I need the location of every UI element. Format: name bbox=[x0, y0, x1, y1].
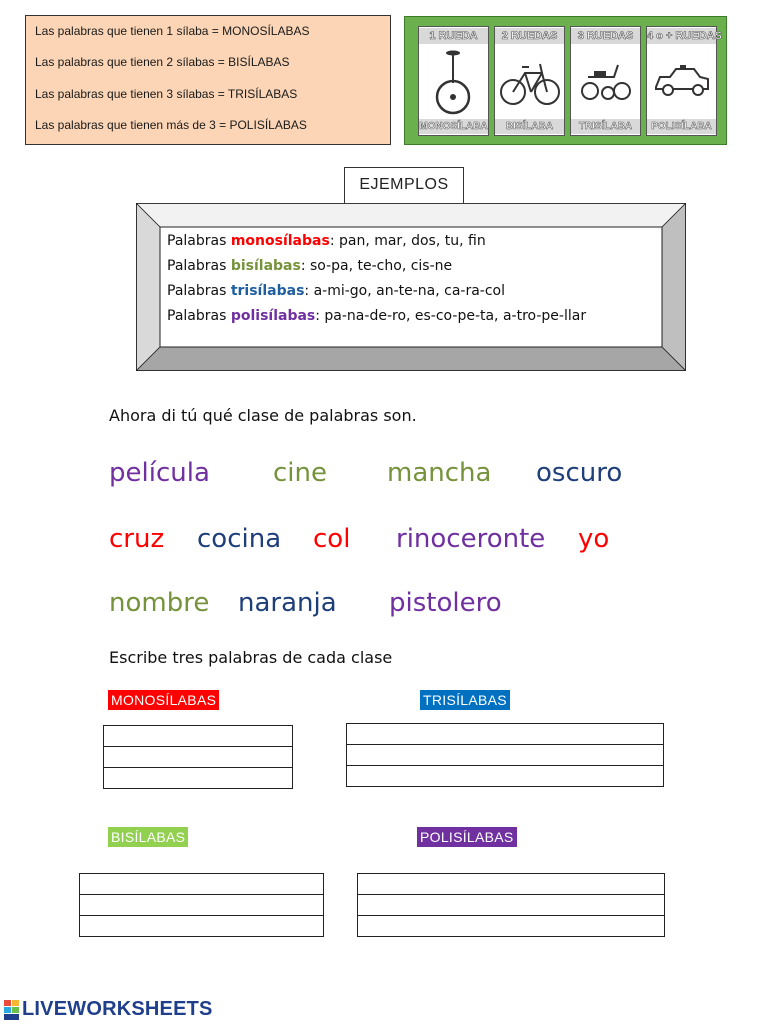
answer-input[interactable] bbox=[79, 915, 324, 937]
panel-title: 2 RUEDAS bbox=[495, 28, 564, 44]
answer-input[interactable] bbox=[346, 723, 664, 745]
example-prefix: Palabras bbox=[167, 308, 231, 324]
answer-box-bisilabas bbox=[79, 873, 324, 937]
tricycle-icon bbox=[574, 47, 637, 117]
panel-footer: MONOSÍLABA bbox=[419, 121, 488, 132]
category-label-monosilabas: MONOSÍLABAS bbox=[108, 690, 219, 710]
category-label-trisilabas: TRISÍLABAS bbox=[420, 690, 510, 710]
answer-input[interactable] bbox=[103, 725, 293, 747]
word-item[interactable]: cruz bbox=[109, 524, 165, 554]
panel-footer: TRISÍLABA bbox=[571, 119, 640, 134]
example-highlight-polisilabas: polisílabas bbox=[230, 308, 316, 324]
word-item[interactable]: película bbox=[109, 458, 210, 488]
answer-input[interactable] bbox=[103, 767, 293, 789]
word-item[interactable]: rinoceronte bbox=[396, 524, 546, 554]
word-item[interactable]: yo bbox=[578, 524, 610, 554]
answer-input[interactable] bbox=[357, 915, 665, 937]
example-words: : a-mi-go, an-te-na, ca-ra-col bbox=[304, 283, 506, 299]
example-highlight-trisilabas: trisílabas bbox=[230, 283, 305, 299]
panel-footer: POLISÍLABA bbox=[647, 119, 716, 134]
definition-polisilabas: Las palabras que tienen más de 3 = POLISÍLABAS bbox=[35, 118, 307, 132]
answer-input[interactable] bbox=[357, 894, 665, 916]
definitions-box bbox=[25, 15, 391, 145]
word-item[interactable]: cocina bbox=[197, 524, 282, 554]
example-prefix: Palabras bbox=[167, 258, 231, 274]
example-prefix: Palabras bbox=[167, 283, 231, 299]
answer-input[interactable] bbox=[79, 873, 324, 895]
word-item[interactable]: nombre bbox=[109, 588, 210, 618]
answer-box-trisilabas bbox=[346, 723, 664, 787]
example-prefix: Palabras bbox=[167, 233, 231, 249]
word-item[interactable]: cine bbox=[273, 458, 327, 488]
category-label-polisilabas: POLISÍLABAS bbox=[417, 827, 517, 847]
example-line bbox=[167, 233, 486, 249]
example-highlight-bisilabas: bisílabas bbox=[230, 258, 301, 274]
logo-icon bbox=[4, 1000, 20, 1020]
answer-input[interactable] bbox=[357, 873, 665, 895]
word-item[interactable]: col bbox=[313, 524, 351, 554]
word-item[interactable]: mancha bbox=[387, 458, 492, 488]
definition-trisilabas: Las palabras que tienen 3 sílabas = TRISÍLABAS bbox=[35, 87, 298, 101]
word-item[interactable]: pistolero bbox=[389, 588, 502, 618]
examples-tab: EJEMPLOS bbox=[344, 167, 464, 203]
answer-box-polisilabas bbox=[357, 873, 665, 937]
panel-unicycle bbox=[418, 26, 489, 136]
category-label-bisilabas: BISÍLABAS bbox=[108, 827, 188, 847]
logo-text: LIVEWORKSHEETS bbox=[22, 998, 213, 1020]
unicycle-icon bbox=[422, 47, 485, 117]
definition-monosilabas: Las palabras que tienen 1 sílaba = MONOSÍLABAS bbox=[35, 24, 310, 38]
word-item[interactable]: oscuro bbox=[536, 458, 623, 488]
example-line bbox=[167, 258, 452, 274]
example-line bbox=[167, 283, 505, 299]
panel-bicycle bbox=[494, 26, 565, 136]
answer-input[interactable] bbox=[346, 744, 664, 766]
police-car-icon bbox=[650, 47, 713, 117]
answer-input[interactable] bbox=[79, 894, 324, 916]
panel-title: 4 o + RUEDAS bbox=[647, 30, 722, 42]
wheels-illustration bbox=[404, 16, 727, 145]
answer-box-monosilabas bbox=[103, 725, 293, 789]
panel-title: 3 RUEDAS bbox=[571, 28, 640, 44]
word-item[interactable]: naranja bbox=[238, 588, 337, 618]
example-words: : so-pa, te-cho, cis-ne bbox=[300, 258, 453, 274]
example-words: : pan, mar, dos, tu, fin bbox=[329, 233, 486, 249]
panel-title: 1 RUEDA bbox=[419, 28, 488, 44]
answer-input[interactable] bbox=[346, 765, 664, 787]
example-highlight-monosilabas: monosílabas bbox=[230, 233, 330, 249]
example-words: : pa-na-de-ro, es-co-pe-ta, a-tro-pe-llar bbox=[315, 308, 587, 324]
bicycle-icon bbox=[498, 47, 561, 117]
panel-car bbox=[646, 26, 722, 136]
definition-bisilabas: Las palabras que tienen 2 sílabas = BISÍLABAS bbox=[35, 55, 290, 69]
example-line bbox=[167, 308, 586, 324]
panel-footer: BISÍLABA bbox=[495, 119, 564, 134]
classify-instruction: Ahora di tú qué clase de palabras son. bbox=[109, 406, 417, 425]
write-instruction: Escribe tres palabras de cada clase bbox=[109, 648, 393, 667]
examples-content bbox=[160, 227, 662, 347]
answer-input[interactable] bbox=[103, 746, 293, 768]
panel-tricycle bbox=[570, 26, 641, 136]
